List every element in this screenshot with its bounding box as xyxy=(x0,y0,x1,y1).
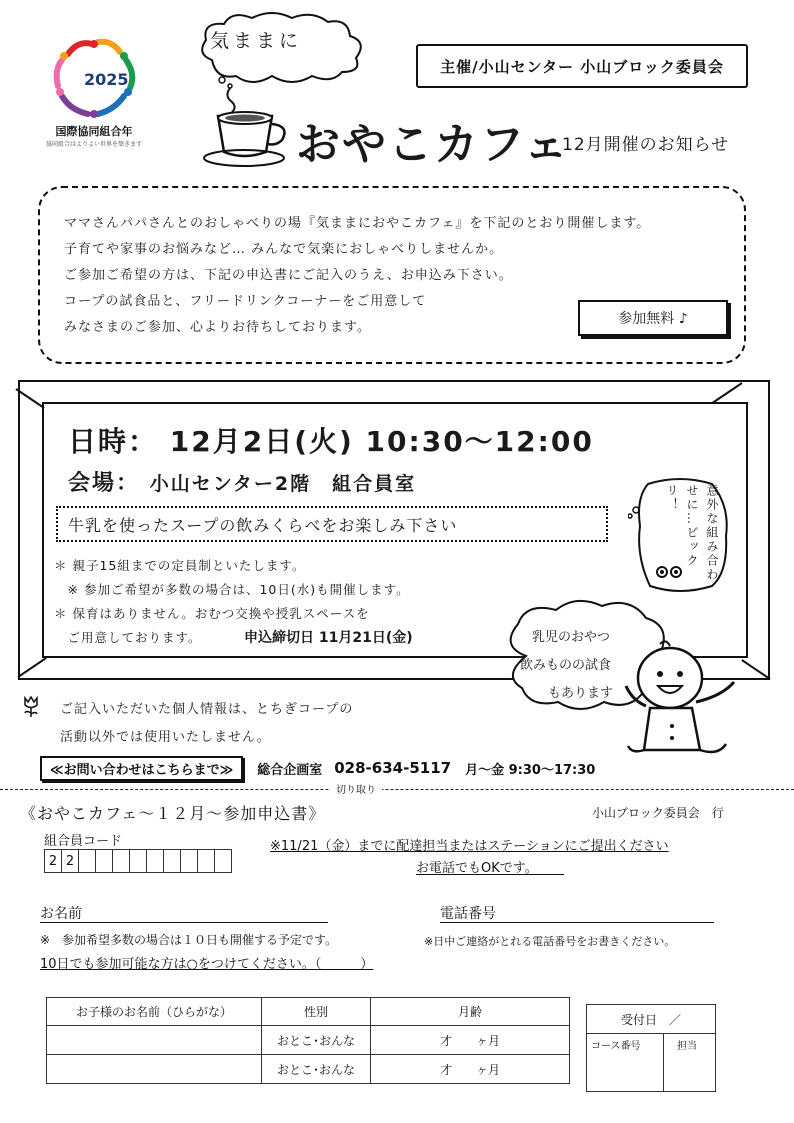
form-recipient: 小山ブロック委員会 行 xyxy=(592,806,724,820)
member-code-cell[interactable] xyxy=(215,849,232,873)
intro-line: 子育てや家事のお悩みなど… みんなで気楽におしゃべりしませんか。 xyxy=(64,242,504,257)
receipt-course-label: コース番号 xyxy=(591,1041,641,1052)
event-note: ＊ 親子15組までの定員制といたします。 xyxy=(54,558,306,573)
table-row xyxy=(47,1055,570,1084)
deadline-text: 申込締切日 11月21日(金) xyxy=(244,630,413,646)
child-name-cell[interactable] xyxy=(47,1055,262,1084)
logo-year: 2025 xyxy=(84,70,129,89)
member-code-cell[interactable] xyxy=(147,849,164,873)
member-code-cell[interactable]: 2 xyxy=(44,849,62,873)
contact-hours: 月～金 9:30～17:30 xyxy=(465,762,596,778)
organizer-box: 主催/小山センター 小山ブロック委員会 xyxy=(416,44,748,88)
member-code-cell[interactable] xyxy=(198,849,215,873)
member-code-cell[interactable]: 2 xyxy=(62,849,79,873)
event-note: ご用意しております。 xyxy=(54,630,202,645)
cut-line xyxy=(0,789,794,790)
member-code-cell[interactable] xyxy=(79,849,96,873)
receipt-box xyxy=(586,1004,716,1092)
col-age: 月齢 xyxy=(371,998,570,1026)
name-label: お名前 xyxy=(40,906,82,922)
cut-label: 切り取り xyxy=(330,781,382,796)
logo-name: 国際協同組合年 xyxy=(55,125,133,138)
col-child-name: お子様のお名前（ひらがな） xyxy=(47,998,262,1026)
member-code-cell[interactable] xyxy=(130,849,147,873)
gender-cell[interactable]: おとこ･おんな xyxy=(262,1026,371,1055)
member-code-label: 組合員コード xyxy=(44,834,123,849)
event-note: ※ 参加ご希望が多数の場合は、10日(水)も開催します。 xyxy=(54,582,410,597)
intro-line: みなさまのご参加、心よりお待ちしております。 xyxy=(64,320,371,335)
receipt-date: 受付日 ／ xyxy=(587,1005,715,1034)
phone-ok-underline xyxy=(416,874,564,875)
venue-label: 会場： xyxy=(68,471,141,496)
note-many-participants: ※ 参加希望多数の場合は１０日も開催する予定です。 xyxy=(40,933,338,947)
note-10th-availability[interactable]: 10日でも参加可能な方は○をつけてください。（ ） xyxy=(40,957,374,972)
kimama-text: 気ままに xyxy=(210,30,303,52)
table-header-row xyxy=(47,998,570,1026)
phone-ok-note: お電話でもOKです。 xyxy=(416,861,538,876)
name-field[interactable] xyxy=(40,922,328,923)
datetime-label: 日時： xyxy=(68,425,159,458)
baby-illustration-icon xyxy=(622,638,742,760)
intro-line: コープの試食品と、フリードリンクコーナーをご用意して xyxy=(64,294,427,309)
table-row xyxy=(47,1026,570,1055)
tulip-icon xyxy=(22,696,40,718)
logo-tagline: 協同組合はよりよい世界を築きます xyxy=(45,141,142,148)
member-code-grid[interactable] xyxy=(44,849,232,873)
page-title: おやこカフェ xyxy=(296,119,570,170)
intro-line: ママさんパパさんとのおしゃべりの場『気ままにおやこカフェ』を下記のとおり開催します。 xyxy=(64,216,651,231)
intro-line: ご参加ご希望の方は、下記の申込書にご記入のうえ、お申込み下さい。 xyxy=(64,268,513,283)
free-badge: 参加無料 ♪ xyxy=(578,300,728,336)
event-venue xyxy=(68,466,416,497)
page-subtitle: 12月開催のお知らせ xyxy=(562,135,730,155)
privacy-line: 活動以外では使用いたしません。 xyxy=(60,730,271,745)
member-code-cell[interactable] xyxy=(181,849,198,873)
phone-field[interactable] xyxy=(440,922,714,923)
contact-label: ≪お問い合わせはこちらまで≫ xyxy=(40,756,243,781)
receipt-staff-label: 担当 xyxy=(677,1041,697,1052)
age-cell[interactable]: 才 ヶ月 xyxy=(371,1026,570,1055)
event-note: ＊ 保育はありません。おむつ交換や授乳スペースを xyxy=(54,606,370,621)
datetime-value: 12月2日(火) 10:30～12:00 xyxy=(169,425,594,458)
bubble-text: 意外な組み合わせに…ビックリ！ xyxy=(665,484,719,582)
contact-bar xyxy=(40,756,620,780)
age-cell[interactable]: 才 ヶ月 xyxy=(371,1055,570,1084)
baby-note-line: 乳児のおやつ xyxy=(532,630,611,645)
children-table xyxy=(46,997,570,1084)
child-name-cell[interactable] xyxy=(47,1026,262,1055)
note-daytime-phone: ※日中ご連絡がとれる電話番号をお書きください。 xyxy=(424,935,676,948)
col-gender: 性別 xyxy=(262,998,371,1026)
coffee-cup-icon xyxy=(196,84,292,168)
contact-phone: 028-634-5117 xyxy=(334,759,452,777)
member-code-cell[interactable] xyxy=(96,849,113,873)
phone-label: 電話番号 xyxy=(440,906,496,922)
gender-cell[interactable]: おとこ･おんな xyxy=(262,1055,371,1084)
baby-note-line: もあります xyxy=(548,686,614,701)
soup-highlight: 牛乳を使ったスープの飲みくらべをお楽しみ下さい xyxy=(56,506,608,542)
contact-dept: 総合企画室 xyxy=(257,762,323,778)
member-code-cell[interactable] xyxy=(164,849,181,873)
event-datetime xyxy=(68,420,594,460)
venue-value: 小山センター2階 組合員室 xyxy=(149,473,417,495)
form-title: 《おやこカフェ～１２月～参加申込書》 xyxy=(20,804,326,823)
privacy-line: ご記入いただいた個人情報は、とちぎコープの xyxy=(60,702,354,717)
baby-note-line: 飲みものの試食 xyxy=(520,658,612,673)
submission-deadline-note: ※11/21（金）までに配達担当またはステーションにご提出ください xyxy=(270,839,669,854)
member-code-cell[interactable] xyxy=(113,849,130,873)
